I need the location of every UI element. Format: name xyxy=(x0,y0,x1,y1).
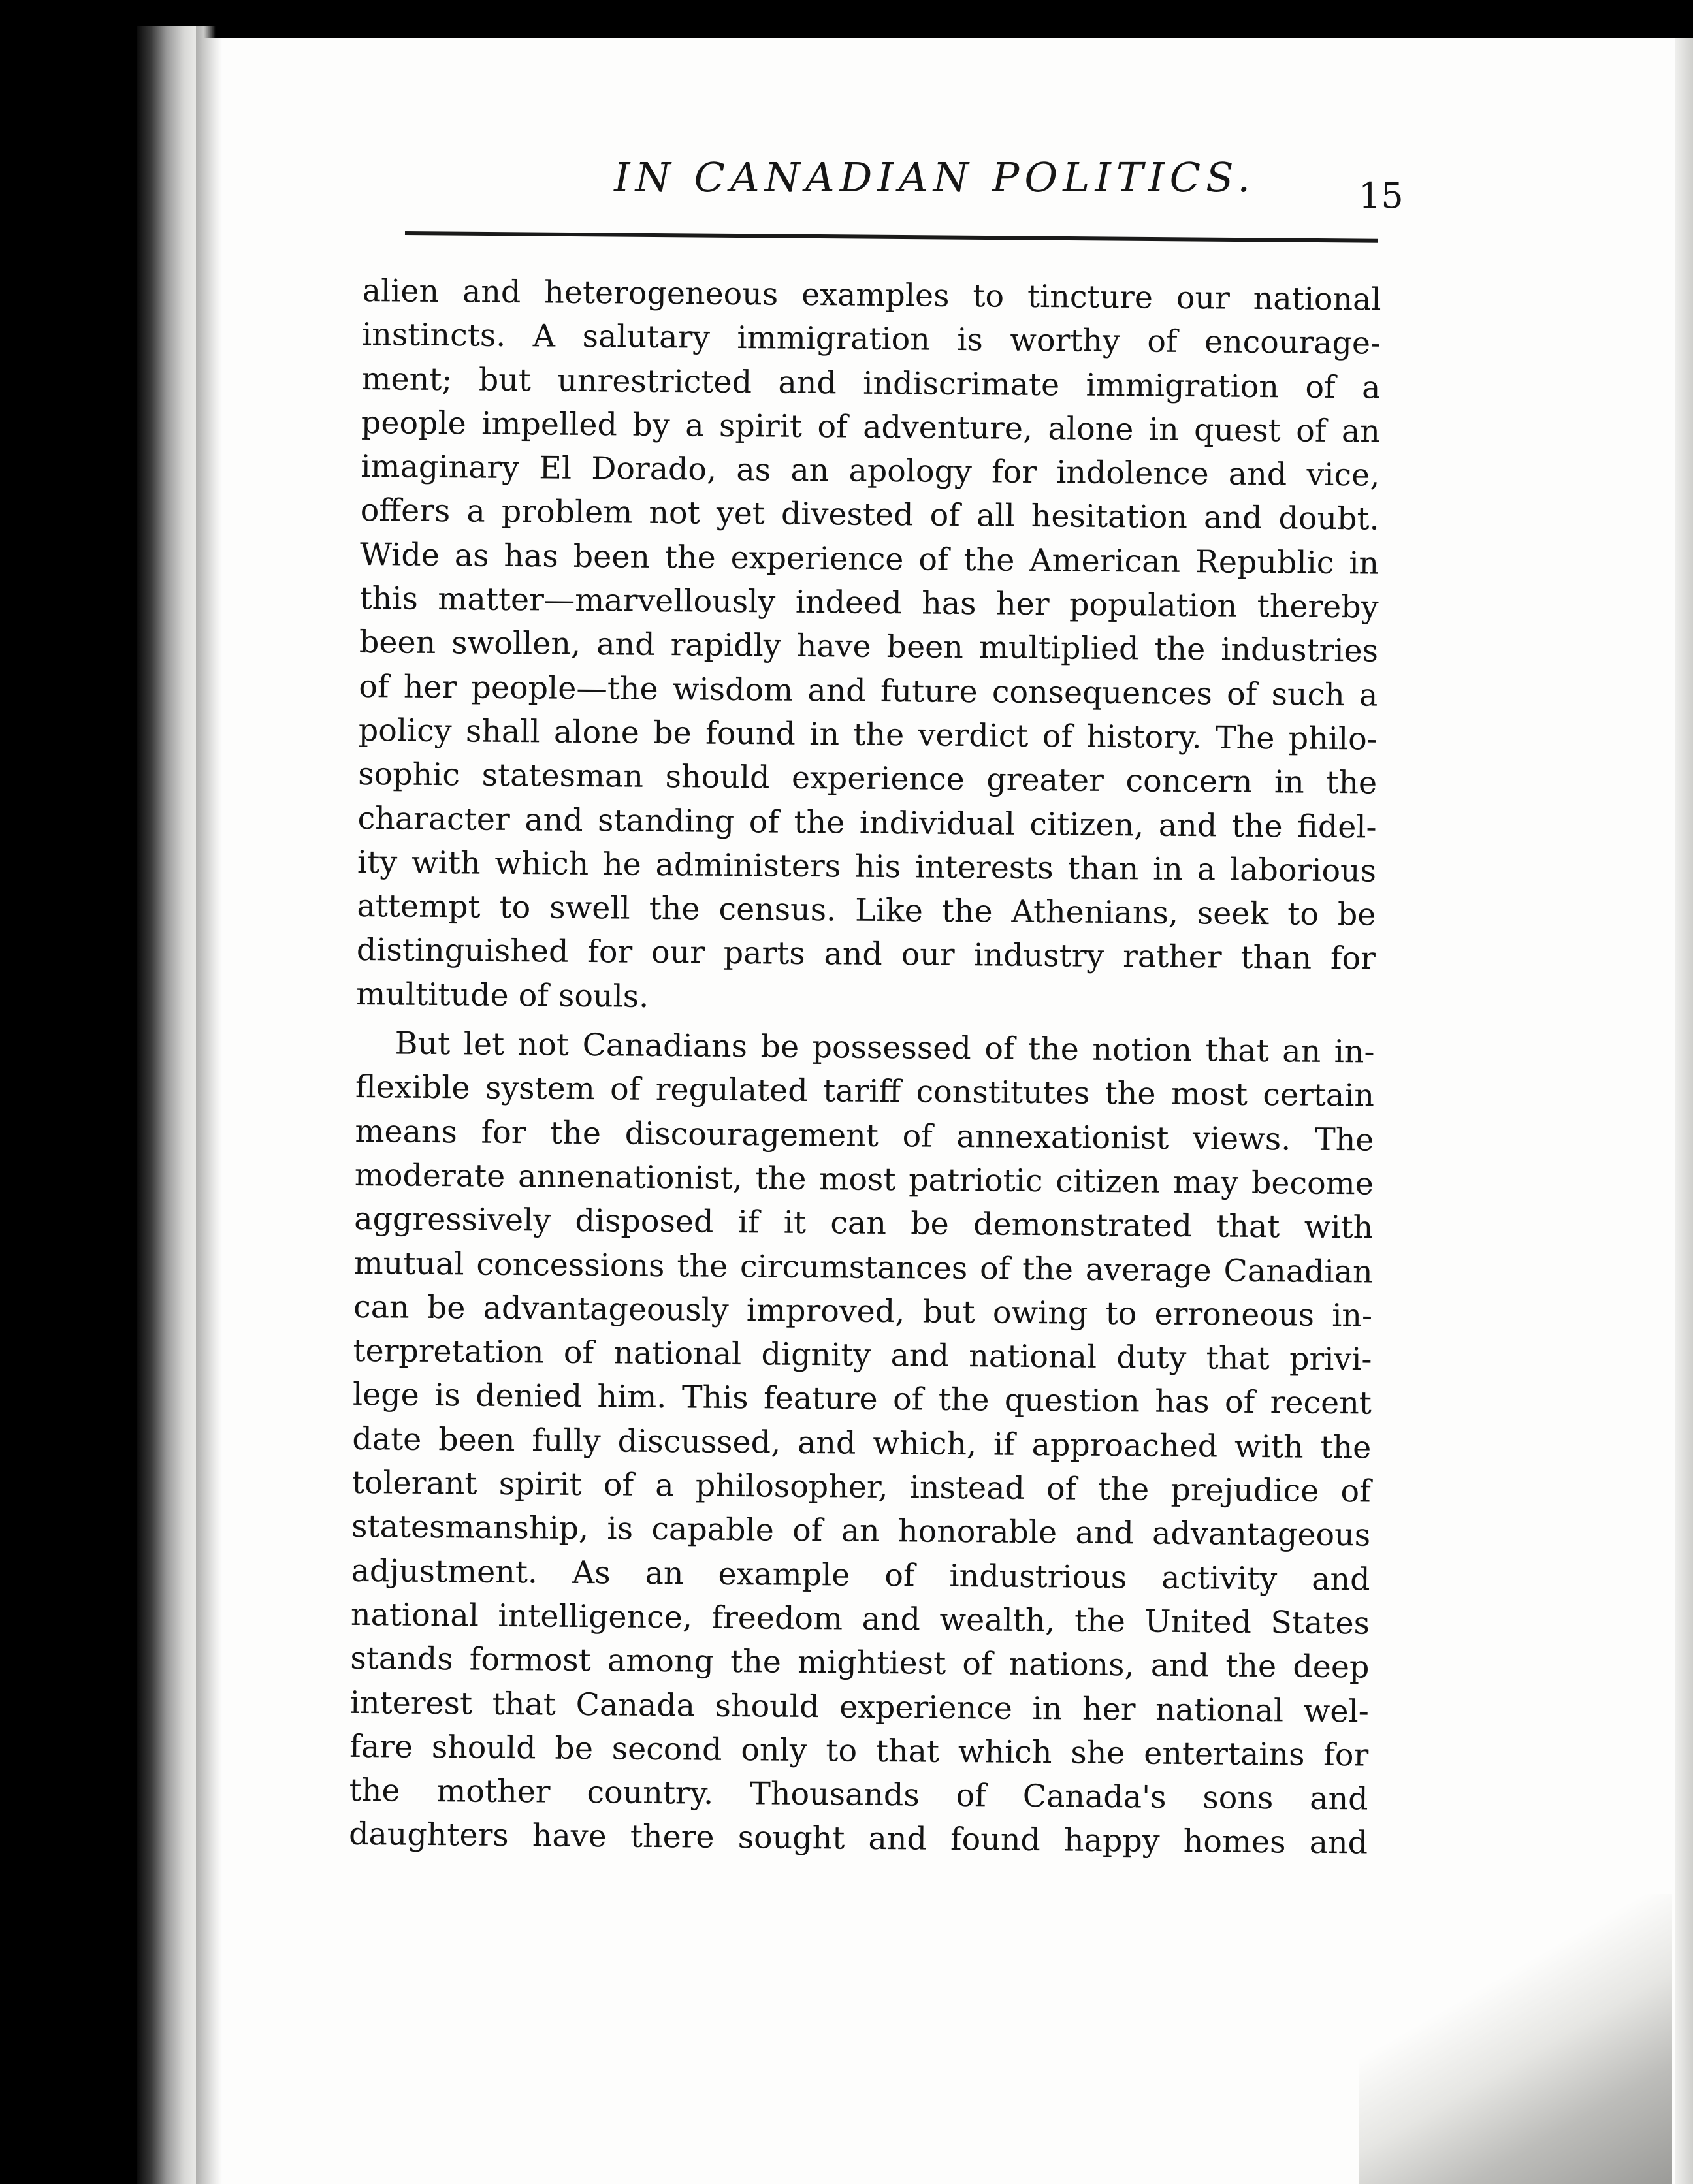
text-line: stands formost among the mightiest of nations, and the deep xyxy=(350,1641,1370,1686)
body-text xyxy=(349,269,1381,1865)
text-line: date been fully discussed, and which, if approached with the xyxy=(352,1421,1372,1466)
text-line: distinguished for our parts and our industry rather than for xyxy=(356,932,1376,978)
text-line: flexible system of regulated tariff constitutes the most certain xyxy=(355,1069,1375,1114)
paragraph-2 xyxy=(349,1021,1375,1865)
text-line: Wide as has been the experience of the American Republic in xyxy=(359,536,1379,582)
text-line: been swollen, and rapidly have been multiplied the industries xyxy=(359,624,1379,669)
text-line: of her people—the wisdom and future consequences of such a xyxy=(359,668,1378,714)
text-line: alien and heterogeneous examples to tincture our national xyxy=(362,272,1381,318)
text-line: policy shall alone be found in the verdict of history. The philo- xyxy=(358,712,1378,758)
text-line: tolerant spirit of a philosopher, instead of the prejudice of xyxy=(351,1464,1371,1510)
text-line: multitude of souls. xyxy=(356,976,649,1015)
text-line: interest that Canada should experience in her national wel- xyxy=(349,1684,1370,1730)
paragraph-1 xyxy=(356,269,1381,1025)
text-line: daughters have there sought and found happy homes and xyxy=(348,1816,1368,1861)
text-line: statesmanship, is capable of an honorable and advantageous xyxy=(351,1509,1371,1554)
gutter-shadow xyxy=(196,26,222,2184)
text-line: adjustment. As an example of industrious activity and xyxy=(351,1552,1370,1598)
text-line: aggressively disposed if it can be demonstrated that with xyxy=(354,1201,1374,1246)
page-right-edge xyxy=(1675,38,1693,2184)
text-line: the mother country. Thousands of Canada's sons and xyxy=(349,1773,1368,1818)
page-number: 15 xyxy=(1359,175,1404,216)
text-line: offers a problem not yet divested of all hesitation and doubt. xyxy=(360,492,1379,538)
text-line: But let not Canadians be possessed of the notion that an in- xyxy=(395,1025,1375,1070)
text-line: moderate annenationist, the most patriotic citizen may become xyxy=(354,1157,1374,1202)
text-line: lege is denied him. This feature of the question has of recent xyxy=(352,1377,1372,1422)
text-line: people impelled by a spirit of adventure, alone in quest of an xyxy=(361,404,1381,450)
text-line: mutual concessions the circumstances of the average Canadian xyxy=(353,1245,1373,1291)
text-line: imaginary El Dorado, as an apology for indolence and vice, xyxy=(361,449,1380,494)
text-line: fare should be second only to that which she entertains for xyxy=(349,1728,1369,1774)
text-line: terpretation of national dignity and national duty that privi- xyxy=(353,1333,1372,1378)
text-line: attempt to swell the census. Like the Athenians, seek to be xyxy=(357,888,1376,933)
text-line: sophic statesman should experience greater concern in the xyxy=(358,756,1378,801)
text-line: national intelligence, freedom and wealth, the United States xyxy=(350,1596,1370,1642)
text-line: instincts. A salutary immigration is worthy of encourage- xyxy=(361,317,1381,362)
text-line: this matter—marvellously indeed has her population thereby xyxy=(359,581,1379,626)
text-line: ity with which he administers his interests than in a laborious xyxy=(357,844,1377,890)
text-line: can be advantageously improved, but owing to erroneous in- xyxy=(353,1289,1373,1334)
text-line: character and standing of the individual citizen, and the fidel- xyxy=(357,800,1377,846)
text-line: means for the discouragement of annexationist views. The xyxy=(355,1113,1374,1159)
running-head: IN CANADIAN POLITICS. xyxy=(614,153,1256,201)
text-line: ment; but unrestricted and indiscrimate immigration of a xyxy=(361,361,1381,406)
